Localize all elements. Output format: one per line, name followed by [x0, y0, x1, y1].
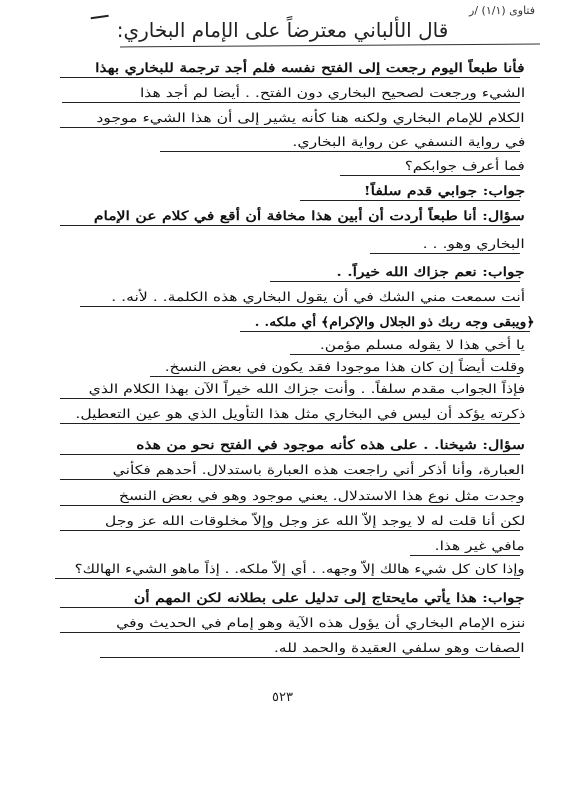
text-line-content: أنت سمعت مني الشك في أن يقول البخاري هذه الكلمة. . لأنه. . — [111, 289, 525, 304]
handwritten-underline — [55, 578, 520, 579]
handwritten-underline — [62, 102, 520, 103]
text-line — [0, 264, 565, 280]
page-number: ٥٢٣ — [272, 690, 293, 705]
text-line — [0, 337, 565, 353]
text-line — [0, 513, 565, 529]
handwritten-underline — [240, 331, 530, 332]
text-line-content: وجدت مثل نوع هذا الاستدلال. يعني موجود وهو في بعض النسخ — [119, 488, 525, 503]
text-line-content: جواب: نعم جزاك الله خيراً. . — [336, 264, 525, 279]
text-line — [0, 158, 565, 174]
text-line-content: وإذا كان كل شيء هالك إلاّ وجهه. . أي إلاّ ملكه. . إذاً ماهو الشيء الهالك؟ — [75, 561, 525, 576]
handwritten-underline — [60, 423, 520, 424]
handwritten-underline — [60, 127, 520, 128]
text-line-content: فأنا طبعاً اليوم رجعت إلى الفتح نفسه فلم أجد ترجمة للبخاري بهذا — [95, 60, 525, 75]
text-line — [0, 110, 565, 126]
text-line — [0, 60, 565, 76]
corner-handwritten-note: فتاوى (۱/۱) /ر — [469, 4, 535, 17]
text-line — [0, 590, 565, 606]
text-line — [0, 462, 565, 478]
handwritten-underline — [60, 398, 520, 399]
text-line — [0, 314, 565, 330]
text-line-content: فما أعرف جوابكم؟ — [405, 158, 525, 173]
handwritten-underline — [340, 175, 520, 176]
handwritten-underline — [60, 607, 520, 608]
text-line-content: مافي غير هذا. — [435, 538, 525, 553]
text-line-content: فإذاً الجواب مقدم سلفاً. . وأنت جزاك الله خيراً الآن بهذا الكلام الذي — [88, 381, 525, 396]
text-line — [0, 561, 565, 577]
handwritten-underline — [150, 376, 520, 377]
text-line-content: الشيء ورجعت لصحيح البخاري دون الفتح. . أيضا لم أجد هذا — [139, 85, 525, 100]
handwritten-underline — [270, 281, 520, 282]
handwritten-underline — [290, 354, 520, 355]
text-line-content: ننزه الإمام البخاري أن يؤول هذه الآية وهو إمام في الحديث وفي — [115, 615, 525, 630]
text-line — [0, 406, 565, 422]
text-line-content: جواب: جوابي قدم سلفاً! — [363, 183, 525, 198]
page-title: قال الألباني معترضاً على الإمام البخاري: — [116, 18, 449, 42]
text-line — [0, 208, 565, 224]
text-line-content: الكلام للإمام البخاري ولكنه هنا كأنه يشير إلى أن هذا الشيء موجود — [96, 110, 525, 125]
text-line — [0, 236, 565, 252]
text-line — [0, 359, 565, 375]
text-line — [0, 437, 565, 453]
text-line — [0, 488, 565, 504]
text-line — [0, 640, 565, 656]
text-line — [0, 289, 565, 305]
text-line — [0, 183, 565, 199]
title-underline — [120, 44, 540, 48]
text-line-content: العبارة، وأنا أذكر أني راجعت هذه العبارة باستدلال. أحدهم فكأني — [113, 462, 525, 477]
handwritten-underline — [60, 454, 520, 455]
text-line — [0, 381, 565, 397]
handwritten-underline — [60, 505, 520, 506]
text-line-content: وقلت أيضاً إن كان هذا موجودا فقد يكون في بعض النسخ. — [165, 359, 525, 374]
text-line-content: يا أخي هذا لا يقوله مسلم مؤمن. — [320, 337, 525, 352]
text-line-content: ذكرته يؤكد أن ليس في البخاري مثل هذا التأويل الذي هو عين التعطيل. — [75, 406, 525, 421]
handwritten-underline — [60, 632, 520, 633]
handwritten-underline — [60, 225, 520, 226]
text-line-content: في رواية النسفي عن رواية البخاري. — [292, 134, 525, 149]
text-line — [0, 538, 565, 554]
handwritten-underline — [60, 77, 520, 78]
handwritten-underline — [60, 479, 520, 480]
handwritten-underline — [410, 555, 520, 556]
text-line — [0, 85, 565, 101]
text-line — [0, 134, 565, 150]
text-line-content: ﴿ويبقى وجه ربك ذو الجلال والإكرام﴾ أي ملكه. . — [255, 314, 535, 329]
handwritten-underline — [60, 530, 520, 531]
text-line-content: البخاري وهو. . . — [422, 236, 525, 251]
text-line-content: لكن أنا قلت له لا يوجد إلاّ الله عز وجل وإلاّ مخلوقات الله عز وجل — [104, 513, 525, 528]
text-line-content: سؤال: أنا طبعاً أردت أن أبين هذا مخافة أن أقع في كلام عن الإمام — [94, 208, 525, 223]
text-line-content: الصفات وهو سلفي العقيدة والحمد لله. — [274, 640, 525, 655]
text-line-content: سؤال: شيخنا. . على هذه كأنه موجود في الفتح نحو من هذه — [136, 437, 525, 452]
text-line-content: جواب: هذا يأتي مايحتاج إلى تدليل على بطلانه لكن المهم أن — [134, 590, 525, 605]
text-line — [0, 615, 565, 631]
handwritten-underline — [300, 200, 520, 201]
handwritten-underline — [80, 306, 520, 307]
handwritten-underline — [370, 253, 520, 254]
handwritten-underline — [160, 151, 520, 152]
handwritten-underline — [100, 657, 520, 658]
